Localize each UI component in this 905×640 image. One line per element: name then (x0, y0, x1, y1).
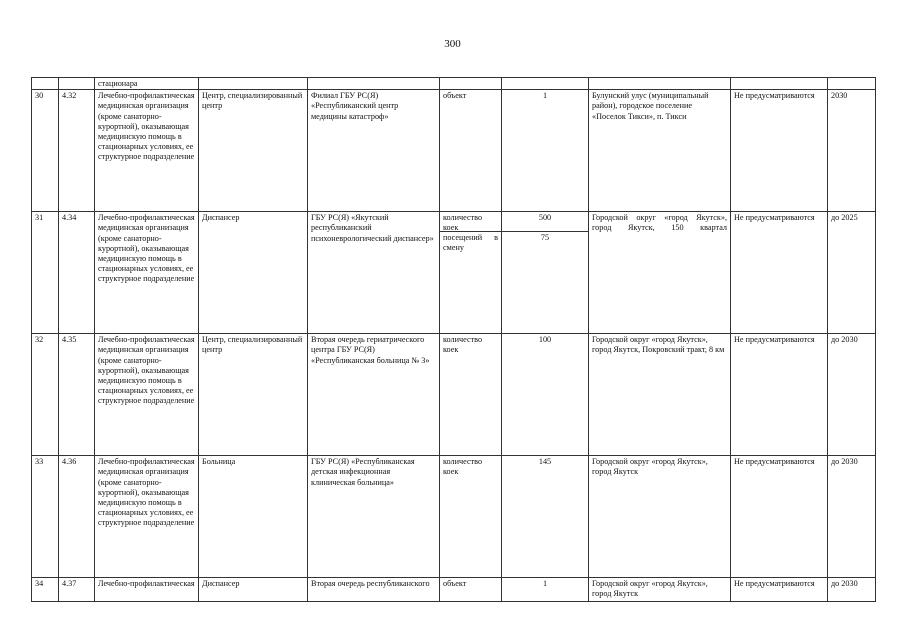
cell-kind: Диспансер (199, 212, 308, 334)
unit-visits-prep: в (494, 233, 498, 243)
cell-unit (440, 212, 502, 334)
cell-term (828, 78, 876, 90)
unit-visits (440, 232, 501, 252)
table-row (32, 212, 876, 334)
cell-zone: Не предусматриваются (731, 334, 828, 456)
cell-value: 145 (502, 456, 589, 578)
cell-no: 30 (32, 90, 59, 212)
value-visits: 75 (540, 233, 550, 243)
cell-code: 4.32 (59, 90, 95, 212)
cell-code: 4.36 (59, 456, 95, 578)
page-number: 300 (444, 38, 461, 50)
cell-zone: Не предусматриваются (731, 90, 828, 212)
cell-term: 2030 (828, 90, 876, 212)
cell-unit: количество коек (440, 334, 502, 456)
cell-value (502, 78, 589, 90)
value-beds: 500 (502, 212, 588, 232)
cell-zone: Не предусматриваются (731, 456, 828, 578)
cell-location: Городской округ «город Якутск», город Якутск (589, 578, 731, 602)
cell-location: Городской округ «город Якутск», город Якутск, 150 квартал (589, 212, 731, 334)
cell-zone: Не предусматриваются (731, 212, 828, 334)
cell-kind: Центр, специализированный центр (199, 334, 308, 456)
cell-unit: количество коек (440, 456, 502, 578)
cell-code: 4.37 (59, 578, 95, 602)
table-row (32, 456, 876, 578)
table-row (32, 578, 876, 602)
cell-name: ГБУ РС(Я) «Республиканская детская инфекционная клиническая больница» (308, 456, 440, 578)
cell-unit (440, 78, 502, 90)
cell-location: Городской округ «город Якутск», город Якутск, Покровский тракт, 8 км (589, 334, 731, 456)
cell-location: Булунский улус (муниципальный район), городское поселение «Поселок Тикси», п. Тикси (589, 90, 731, 212)
cell-name: ГБУ РС(Я) «Якутский республиканский психоневрологический диспансер» (308, 212, 440, 334)
table-row (32, 78, 876, 90)
cell-kind: Больница (199, 456, 308, 578)
table-row (32, 90, 876, 212)
cell-type: Лечебно-профилактическая (95, 578, 199, 602)
cell-type: стационара (95, 78, 199, 90)
cell-value: 1 (502, 90, 589, 212)
cell-term: до 2030 (828, 578, 876, 602)
cell-zone (731, 78, 828, 90)
cell-value (502, 212, 589, 334)
cell-code: 4.35 (59, 334, 95, 456)
cell-term: до 2025 (828, 212, 876, 334)
planned-objects-table (31, 77, 876, 602)
cell-no (32, 78, 59, 90)
cell-name: Вторая очередь республиканского (308, 578, 440, 602)
cell-kind: Диспансер (199, 578, 308, 602)
cell-type: Лечебно-профилактическая медицинская организация (кроме санаторно-курортной), оказывающая медицинскую помощь в стационарных условиях, ее структурное подразделение (95, 334, 199, 456)
cell-term: до 2030 (828, 334, 876, 456)
cell-name (308, 78, 440, 90)
cell-location: Городской округ «город Якутск», город Якутск (589, 456, 731, 578)
cell-kind: Центр, специализированный центр (199, 90, 308, 212)
cell-type: Лечебно-профилактическая медицинская организация (кроме санаторно-курортной), оказывающая медицинскую помощь в стационарных условиях, ее структурное подразделение (95, 456, 199, 578)
table-row (32, 334, 876, 456)
cell-type: Лечебно-профилактическая медицинская организация (кроме санаторно-курортной), оказывающая медицинскую помощь в стационарных условиях, ее структурное подразделение (95, 212, 199, 334)
cell-term: до 2030 (828, 456, 876, 578)
cell-zone: Не предусматриваются (731, 578, 828, 602)
cell-no: 34 (32, 578, 59, 602)
cell-name: Вторая очередь гериатрического центра ГБУ РС(Я) «Республиканская больница № 3» (308, 334, 440, 456)
cell-value: 1 (502, 578, 589, 602)
cell-no: 33 (32, 456, 59, 578)
unit-visits-shift: смену (443, 243, 464, 253)
cell-kind (199, 78, 308, 90)
cell-value: 100 (502, 334, 589, 456)
unit-visits-word: посещений (443, 233, 483, 243)
cell-unit: объект (440, 90, 502, 212)
unit-beds: количество коек (440, 212, 501, 232)
cell-no: 32 (32, 334, 59, 456)
cell-code: 4.34 (59, 212, 95, 334)
cell-code (59, 78, 95, 90)
cell-no: 31 (32, 212, 59, 334)
cell-type: Лечебно-профилактическая медицинская организация (кроме санаторно-курортной), оказывающая медицинскую помощь в стационарных условиях, ее структурное подразделение (95, 90, 199, 212)
cell-name: Филиал ГБУ РС(Я) «Республиканский центр медицины катастроф» (308, 90, 440, 212)
cell-location (589, 78, 731, 90)
cell-unit: объект (440, 578, 502, 602)
